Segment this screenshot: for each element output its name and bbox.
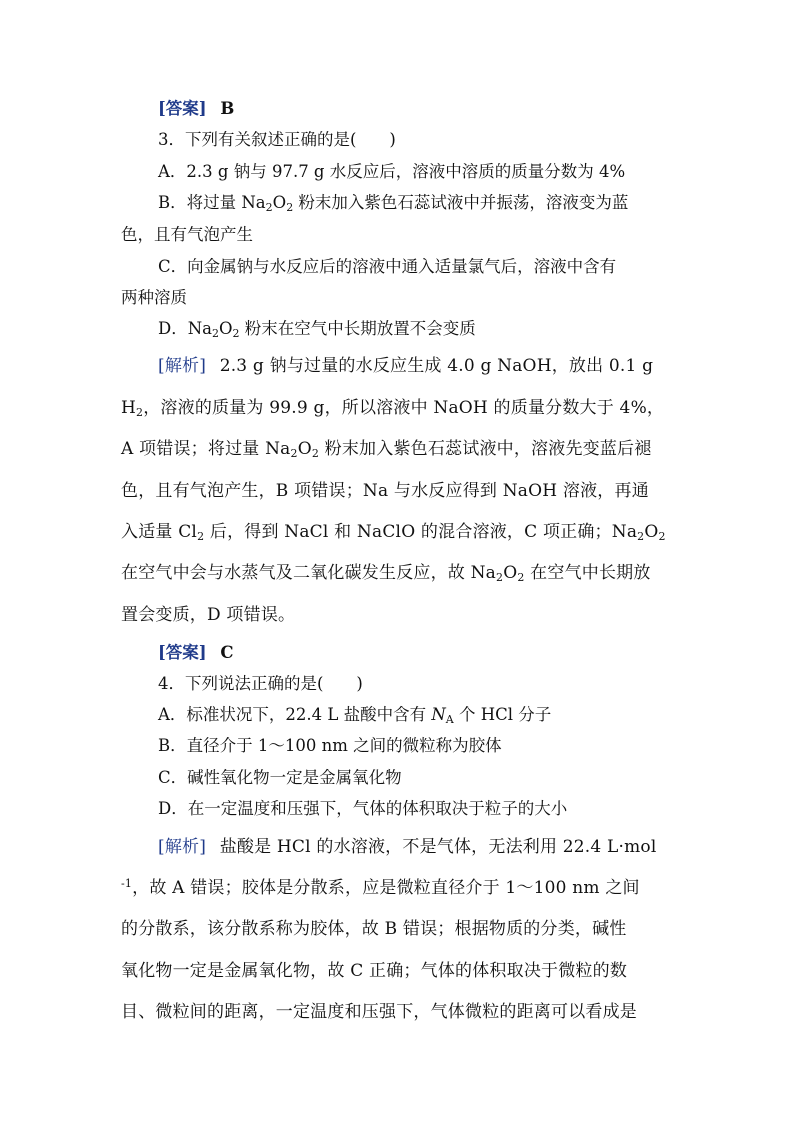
q2-answer-line xyxy=(158,98,714,120)
q3-option-c-line1: C．向金属钠与水反应后的溶液中通入适量氯气后，溶液中含有 xyxy=(158,257,617,276)
q3-explanation-line6: 在空气中会与水蒸气及二氧化碳发生反应，故 $Na_2O_2$ 在空气中长期放 xyxy=(121,563,651,584)
q3-option-c-line2: 两种溶质 xyxy=(121,288,187,307)
answer-value: B xyxy=(220,99,235,118)
answer-tag: [答案] xyxy=(158,99,207,118)
q4-option-d: D．在一定温度和压强下，气体的体积取决于粒子的大小 xyxy=(158,799,568,818)
q3-explanation-line1: [解析] 2.3 g 钠与过量的水反应生成 4.0 g NaOH，放出 0.1 g xyxy=(158,356,654,376)
q4-option-c: C．碱性氧化物一定是金属氧化物 xyxy=(158,768,402,787)
q3-stem: 3．下列有关叙述正确的是( ) xyxy=(158,130,396,149)
q3-explanation-line5: 入适量 $Cl_2$ 后，得到 NaCl 和 NaClO 的混合溶液，C 项正确；$Na_2O_2$ xyxy=(121,522,666,543)
q4-stem: 4．下列说法正确的是( ) xyxy=(158,674,363,693)
q3-explanation-line4: 色，且有气泡产生，B 项错误；Na 与水反应得到 NaOH 溶液，再通 xyxy=(121,481,649,501)
q3-option-b-line2: 色，且有气泡产生 xyxy=(121,225,253,244)
answer-value: C xyxy=(220,643,234,662)
answer-tag: [答案] xyxy=(158,643,207,662)
q3-explanation-line2: $H_2$，溶液的质量为 99.9 g，所以溶液中 NaOH 的质量分数大于 4%， xyxy=(121,398,665,419)
q4-option-a: A．标准状况下，22.4 L 盐酸中含有 $N_A$ 个 HCl 分子 xyxy=(158,705,552,726)
q3-explanation-line7: 置会变质，D 项错误。 xyxy=(121,605,296,625)
q3-option-a: A．2.3 g 钠与 97.7 g 水反应后，溶液中溶质的质量分数为 4% xyxy=(158,162,626,181)
q4-option-b: B．直径介于 1～100 nm 之间的微粒称为胶体 xyxy=(158,736,502,755)
q4-explanation-line2: $^{-1}$，故 A 错误；胶体是分散系，应是微粒直径介于 1～100 nm 之间 xyxy=(121,877,640,898)
q3-option-d: D．$Na_2O_2$ 粉末在空气中长期放置不会变质 xyxy=(158,319,476,340)
q3-explanation-line3: A 项错误；将过量 $Na_2O_2$ 粉末加入紫色石蕊试液中，溶液先变蓝后褪 xyxy=(121,439,652,460)
explanation-tag: [解析] xyxy=(158,837,207,857)
q4-explanation-line5: 目、微粒间的距离，一定温度和压强下，气体微粒的距离可以看成是 xyxy=(121,1002,637,1022)
q4-explanation-line1: [解析] 盐酸是 HCl 的水溶液，不是气体，无法利用 22.4 L·mol xyxy=(158,837,657,857)
explanation-tag: [解析] xyxy=(158,356,207,376)
q3-option-b-line1: B．将过量 $Na_2O_2$ 粉末加入紫色石蕊试液中并振荡，溶液变为蓝 xyxy=(158,193,629,214)
q3-answer-line xyxy=(158,642,714,664)
q4-explanation-line4: 氧化物一定是金属氧化物，故 C 正确；气体的体积取决于微粒的数 xyxy=(121,961,628,981)
q4-explanation-line3: 的分散系，该分散系称为胶体，故 B 错误；根据物质的分类，碱性 xyxy=(121,919,627,939)
